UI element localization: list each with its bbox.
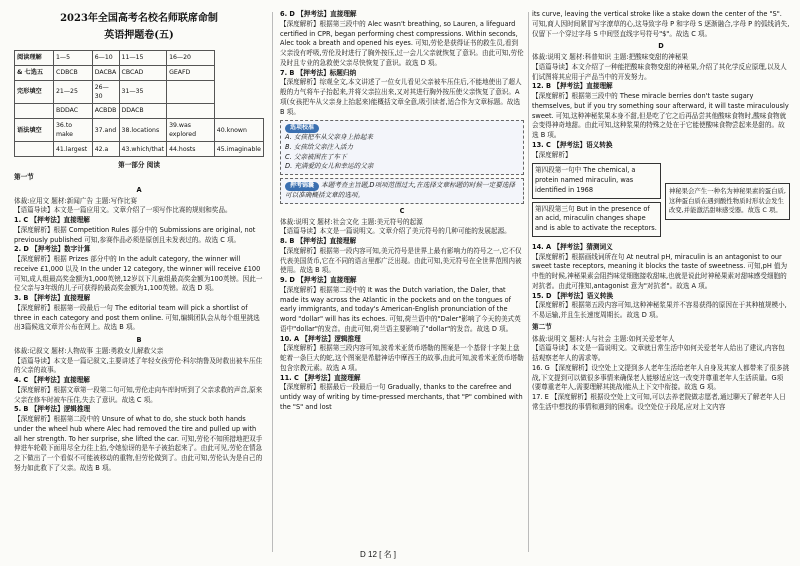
- answer-table-label: [15, 142, 54, 157]
- passage-guide: 【语篇导读】本文是一篇说明文。文章就日常生活中如何关爱老年人给出了建议,内容包括观察老年人的需求等。: [532, 344, 785, 362]
- question-analysis: 16. G 【深度解析】设空处上文提到多人老年生活给老年人自身及其家人都带来了很多挑战,下文提到可以做很多事情来确保老人能够适应这一改变并尊重老年人生活质量。G项(要尊重老年人,需要理解其挑战)能从上下文中衔接。故选 G 项。: [532, 363, 790, 392]
- question-analysis: 【深度解析】根据 Prizes 部分中的 In the adult category, the winner will receive £1,000 以及 In the under 12 category, the winner will receive £100 可知,成人组最高奖金额为1,000英镑,12岁以下儿童组最高奖金额为100英镑。因此一位父亲与3年级的儿子可获得的最高奖金额为1,100英镑。故选 D 项。: [14, 255, 263, 293]
- question-analysis: 【深度解析】根据第五段内容可知,这种神秘浆果并不容易获得的原因在于其种植规模小,不易运输,并且生长速度周期长。故选 D 项。: [532, 301, 787, 319]
- answer-table-cell: 38.locations: [119, 118, 167, 141]
- section-heading: 第一节: [14, 173, 34, 182]
- question-head: 4. C 【押考法】直接理解: [14, 376, 90, 385]
- question-head: 9. D 【押考法】直接理解: [280, 276, 357, 284]
- question-head: 14. A 【押考法】猜测词义: [532, 242, 613, 251]
- passage-letter: B: [136, 336, 142, 345]
- question-analysis: 【深度解析】根据最后一段最后一句 Gradually, thanks to the carefree and untidy way of writing by time-pressed merchants, that "P" combined with the "S" and lost: [280, 383, 523, 411]
- answer-table-row: [15, 118, 264, 141]
- question-head: 5. B 【押考法】逻辑推理: [14, 405, 91, 414]
- section-heading: 第二节: [532, 322, 552, 331]
- tip-label: 选项校准: [285, 124, 319, 133]
- option-item: C. 父亲被困在了车下: [285, 152, 347, 161]
- answer-table-row: [15, 50, 264, 65]
- answer-table-cell: CBCAD: [119, 65, 167, 80]
- answer-table-cell: 40.known: [214, 118, 263, 141]
- answer-table-cell: 16—20: [167, 50, 215, 65]
- answer-table-cell: 43.which/that: [119, 142, 167, 157]
- question-head: 3. B 【押考法】直接理解: [14, 294, 91, 303]
- passage-info: 体裁:说明文 题材:社会文化 主题:美元符号的起源: [280, 217, 423, 226]
- answer-table-label: & 七选五: [15, 65, 54, 80]
- question-analysis: 【深度解析】根据第一段内容可知,美元符号是世界上最有影响力的符号之一,它不仅代表美国货币,它在不同的语言里都广泛出现。由此可知,美元符号在全世界范围内被使用。故选 B 项。: [280, 246, 522, 275]
- answer-table-label: 语法填空: [15, 118, 54, 141]
- question-analysis: 【深度解析】根据第三段中的 Alec wasn't breathing, so Lauren, a lifeguard certified in CPR, began performing chest compressions. Within seconds, Alec took a breath and opened his eyes. 可知,劳伦是获得证书的救生员,看到父亲没有呼吸,劳伦及时进行了胸外按压,过一会儿父亲就恢复了意识。由此可知,劳伦及时且专业的急救使父亲尽快恢复了意识。故选 D 项。: [280, 19, 524, 67]
- question-head: 13. C 【押考法】语义转换: [532, 140, 613, 149]
- passage-guide: 【语篇导读】本文是一篇记叙文,主要讲述了年轻女孩劳伦·科尔纳鲁及时救出被车压住的父亲的故事。: [14, 356, 263, 375]
- column-divider: [528, 12, 529, 552]
- answer-table-cell: DACBA: [92, 65, 119, 80]
- column-right: [532, 10, 790, 413]
- column-left: [14, 10, 264, 474]
- answer-table-row: [15, 142, 264, 157]
- passage-letter: A: [136, 185, 142, 194]
- answer-table-cell: 6—10: [92, 50, 119, 65]
- paraphrase-result: 神秘果会产生一种名为神秘果素的蛋白质,这种蛋白质在遇到酸性物质时形状会发生改变,并能激活甜味感受器。故选 C 项。: [665, 183, 790, 219]
- passage-info: 体裁:记叙文 题材:人物故事 主题:勇救女儿解救父亲: [14, 346, 164, 355]
- question-analysis: its curve, leaving the vertical stroke like a stake down the center of the "S". 可知,商人因时间紧冒写字潦草的心,这导致字母 P 和字母 S 逐渐融合,字母 P 的弧线消失,仅留下一个穿过字母 S 中间竖直线字号符号"$"。故选 C 项。: [532, 10, 790, 38]
- answer-table-row: [15, 80, 264, 103]
- passage-guide: 【语篇导读】本文是一篇应用文。文章介绍了一项写作比赛的规则和奖品。: [14, 206, 232, 215]
- answer-table-row: [15, 65, 264, 80]
- question-head: 1. C 【押考法】直接理解: [14, 216, 90, 225]
- page-number: D 12 [ 名 ]: [360, 550, 397, 559]
- answer-table-cell: 42.a: [92, 142, 119, 157]
- tip-label: 押考锦囊: [285, 182, 319, 191]
- answer-table-cell: 21—25: [54, 80, 93, 103]
- option-item: D. 充满爱的女儿和幸运的父亲: [285, 162, 374, 171]
- answer-table-label: 完形填空: [15, 80, 54, 103]
- question-head: 8. B 【押考法】直接理解: [280, 237, 357, 245]
- passage-info: 体裁:说明文 题材:人与社会 主题:如何关爱老年人: [532, 334, 675, 343]
- passage-letter: C: [399, 206, 405, 215]
- passage-info: 体裁:说明文 题材:科普知识 主题:把酸味变甜的神秘果: [532, 53, 688, 61]
- question-head: 7. B 【押考法】标题归纳: [280, 68, 357, 77]
- passage-info: 体裁:应用文 题材:新闻广告 主题:写作比赛: [14, 196, 137, 205]
- passage-guide: 【语篇导读】本文介绍了一种能把酸味食物变甜的神秘果,介绍了其化学反应原理,以及人们试图将其应用于产品当中的开发努力。: [532, 62, 787, 81]
- answer-table-label: 阅读理解: [15, 50, 54, 65]
- answer-table-cell: 11—15: [119, 50, 167, 65]
- question-analysis: 【深度解析】根据画线词所在句 At neutral pH, miraculin is an antagonist to our sweet taste receptors, meaning it blocks the taste of sweetness. 可知,pH 值为中性的时候,神秘果素会阻挡味觉细胞接收甜味,也就是说此时神秘果素对甜味感受细胞的对抗者。由此可推知,antagonist 意为"对抗者"。故选 A 项。: [532, 252, 788, 290]
- part-heading: 第一部分 阅读: [118, 161, 160, 170]
- answer-table-row: [15, 103, 264, 118]
- question-head: 6. D 【押考法】直接理解: [280, 10, 357, 18]
- answer-table-cell: 37.and: [92, 118, 119, 141]
- question-analysis: 【深度解析】根据第一段最后一句 The editorial team will pick a shortlist of three in each category and post them online. 可知,编辑团队会从每个组里挑选出3篇候选文章并公布在网上。故选 B 项。: [14, 303, 260, 332]
- answer-table-cell: [167, 103, 215, 118]
- question-analysis: 【深度解析】根据第三段内容可知,波希米亚货币塔勒的图案是一个基督十字架上盘蛇着一条巨大的蛇,这个图案是希腊神话中摩西王的故事,由此可知,波希米亚货币塔勒包含宗教元素。故选 A 项。: [280, 344, 524, 372]
- page-subtitle: 英语押题卷(五): [104, 29, 174, 41]
- answer-table-cell: BDDAC: [54, 103, 93, 118]
- answer-table-cell: 39.was explored: [167, 118, 215, 141]
- question-analysis: 【深度解析】根据第二段中的 It was the Dutch variation, the Daler, that made its way across the Atlantic in the pockets and on the tongues of early immigrants, and today's American-English pronunciation of the word "dollar" will has its echoes. 可知,荷兰语中的"Daler"影响了今天的美式英语中"dollar"的发音。由此可知,荷兰语主要影响了"dollar"的发音。故选 D 项。: [280, 285, 521, 333]
- answer-table-cell: 31—35: [119, 80, 167, 103]
- passage-guide: 【语篇导读】本文是一篇说明文。文章介绍了美元符号的几种可能的发展起源。: [280, 227, 511, 236]
- passage-letter: D: [658, 42, 664, 51]
- answer-table-cell: 26—30: [92, 80, 119, 103]
- question-head: 11. C 【押考法】直接理解: [280, 373, 361, 382]
- answer-table-cell: CDBCB: [54, 65, 93, 80]
- answer-table-cell: 44.hosts: [167, 142, 215, 157]
- option-item: A. 女孩把车从父亲身上抬起来: [285, 133, 373, 142]
- answer-table-cell: 1—5: [54, 50, 93, 65]
- question-analysis: 【深度解析】根据第二段中的 Unsure of what to do, she stuck both hands under the wheel hub where Alec had removed the tire and pulled up with all her strength. To her surprise, she lifted the car. 可知,劳伦不知所措地把双手伸进车轮毂下面用尽全力往上抬,令她惊讶的是车子被抬起来了。由此可见,劳伦在情急之下做出了一个看似不可能被移动的重物,但劳伦做到了。由此可知,劳伦认为是自己的努力如此救下了父亲。故选 B 项。: [14, 415, 263, 472]
- answer-table-cell: GEAFD: [167, 65, 215, 80]
- answer-table: [14, 50, 264, 158]
- question-head: 15. D 【押考法】语义转换: [532, 291, 614, 300]
- answer-table-cell: 36.to make: [54, 118, 93, 141]
- answer-table-cell: ACBDB: [92, 103, 119, 118]
- answer-table-cell: DDACB: [119, 103, 167, 118]
- question-analysis: 17. E 【深度解析】根据设空处上文可知,可以去养老院做志愿者,通过聊天了解老年人日常生活中想找的事情和遇到的困难。设空处位于段尾,应对上文内容: [532, 393, 786, 411]
- tip-text: 本题考查主旨题,D项项范围过大,在选择文章标题的时候一定要选择可以准确概括文章的选项。: [285, 181, 516, 199]
- column-divider: [272, 12, 273, 552]
- question-analysis: 【深度解析】: [532, 150, 572, 159]
- paraphrase-source: 第四段第三句 But in the presence of an acid, miraculin changes shape and is able to activate the receptors.: [532, 202, 661, 237]
- option-calibration-box: [280, 120, 524, 175]
- answer-table-label: [15, 103, 54, 118]
- answer-table-cell: [167, 80, 215, 103]
- option-item: B. 女孩给父亲注入活力: [285, 142, 354, 151]
- answer-table-cell: 45.imaginable: [214, 142, 263, 157]
- question-analysis: 【深度解析】根据第三段中的 These miracle berries don't taste sugary themselves, but if you try something sour afterward, it will taste miraculously sweet. 可知,这种神秘浆果本身不甜,但是吃了它之后再品尝其他酸味食物时,酸味食物就会变得神奇地甜。由此可知,这种浆果的特殊之处在于它能使酸味食物尝起来是甜的。故选 B 项。: [532, 92, 789, 139]
- column-middle: [280, 10, 524, 413]
- exam-tip-box: [280, 178, 524, 204]
- question-head: 2. D 【押考法】数字计算: [14, 245, 91, 254]
- question-head: 10. A 【押考法】逻辑推理: [280, 334, 361, 343]
- page-title: 2023年全国高考名校名师联席命制: [60, 13, 218, 24]
- paraphrase-source: 第四段第一句中 The chemical, a protein named miraculin, was identified in 1968: [532, 163, 661, 198]
- question-analysis: 【深度解析】根据文章第一段第二句可知,劳伦走向车库时听到了父亲求救的声音,原来父亲在修车时被车压住,失去了意识。故选 C 项。: [14, 385, 263, 404]
- question-analysis: 【深度解析】综观全文,本文讲述了一位女儿看见父亲被车压住后,不能地使出了超人般的力气将车子抬起来,并将父亲拉出来,又对其进行胸外按压使父亲恢复了意识。A项(女孩把车从父亲身上抬起来)能概括文章全意,吸引读者,适合作为文章标题。故选 B 项。: [280, 78, 522, 116]
- question-head: 12. B 【押考法】直接理解: [532, 82, 613, 91]
- answer-table-cell: 41.largest: [54, 142, 93, 157]
- paraphrase-table: [532, 163, 790, 240]
- question-analysis: 【深度解析】根据 Competition Rules 部分中的 Submissions are original, not previously published 可知,参赛作品必须是原创且未发表过的。故选 C 项。: [14, 225, 256, 244]
